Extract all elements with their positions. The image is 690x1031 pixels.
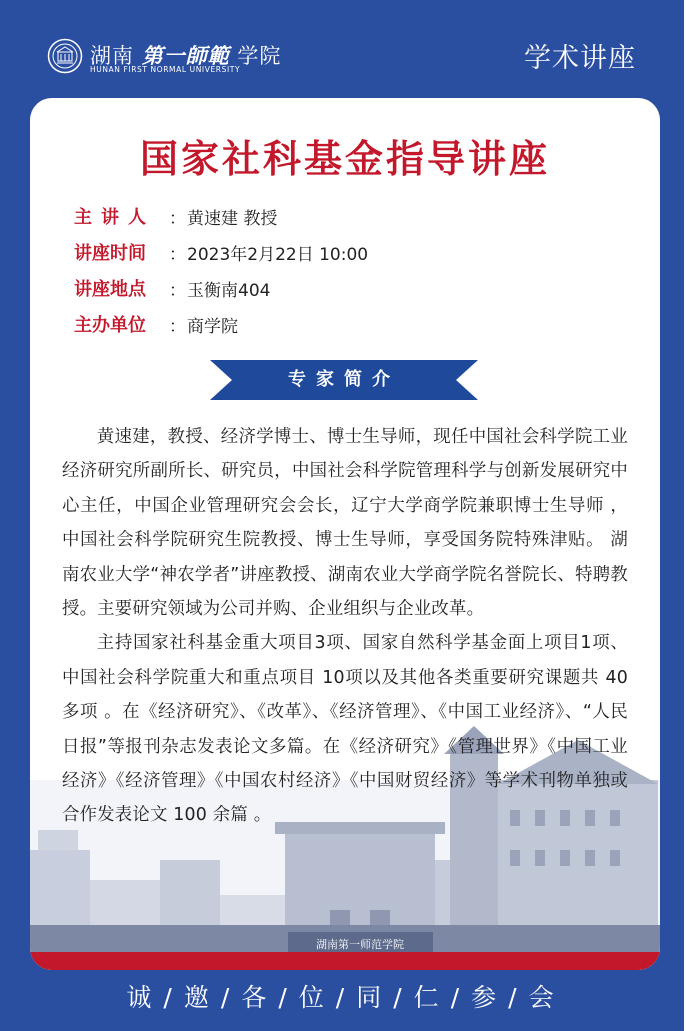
card-red-bottom-bar <box>30 952 660 970</box>
footer-separator: / <box>278 983 291 1012</box>
info-row-organizer <box>74 306 368 342</box>
info-colon: ： <box>169 208 186 229</box>
bio-paragraph: 主持国家社科基金重大项目3项、国家自然科学基金面上项目1项、中国社会科学院重大和重点项目 10项以及其他各类重要研究课题共 40 多项 。在《经济研究》、《改革》、《经济管理》、《中国工业经济》、“人民日报”等报刊杂志发表论文多篇。在《经济研究》《管理世界》《中国工业经济》《经济管理》《中国农村经济》《中国财贸经济》等学术刊物单独或合作发表论文 100 余篇 。 <box>62 633 628 826</box>
info-row-time <box>74 234 368 270</box>
logo-name-right: 学院 <box>237 44 282 68</box>
footer-separator: / <box>393 983 406 1012</box>
footer-char: 仁 <box>413 983 443 1012</box>
header <box>0 0 684 100</box>
footer-char: 位 <box>298 983 328 1012</box>
info-label: 讲座时间 <box>74 243 146 264</box>
info-value: 玉衡南404 <box>187 280 271 301</box>
footer-char: 同 <box>356 983 386 1012</box>
footer-char: 会 <box>528 983 558 1012</box>
lecture-info <box>74 198 368 342</box>
university-logo-subtitle: HUNAN FIRST NORMAL UNIVERSITY <box>90 65 241 74</box>
info-row-location <box>74 270 368 306</box>
footer-invitation <box>0 978 684 1014</box>
info-value: 2023年2月22日 10:00 <box>187 244 369 265</box>
section-title: 专家简介 <box>288 369 400 390</box>
info-colon: ： <box>169 316 186 337</box>
info-value: 商学院 <box>187 316 238 337</box>
footer-separator: / <box>450 983 464 1012</box>
building-sign-text: 湖南第一师范学院 <box>316 938 404 951</box>
footer-separator: / <box>335 983 349 1012</box>
info-label: 讲座地点 <box>74 279 146 300</box>
info-row-speaker <box>74 198 368 234</box>
bio-paragraph: 黄速建，教授、经济学博士、博士生导师，现任中国社会科学院工业经济研究所副所长、研究员，中国社会科学院管理科学与创新发展研究中心主任，中国企业管理研究会会长，辽宁大学商学院兼职博士生导师 ，中国社会科学院研究生院教授、博士生导师，享受国务院特殊津贴。 湖南农业大学“神农学者”讲座教授、湖南农业大学商学院名誉院长、特聘教授。主要研究领域为公司并购、企业组织与企业改革。 <box>62 427 628 620</box>
right-edge-strip <box>684 0 690 1031</box>
category-title: 学术讲座 <box>524 43 636 74</box>
footer-separator: / <box>220 983 234 1012</box>
footer-separator: / <box>508 983 521 1012</box>
logo-name-left: 湖南 <box>90 44 134 68</box>
footer-char: 诚 <box>126 983 156 1012</box>
speaker-bio <box>62 420 628 833</box>
info-colon: ： <box>169 280 186 301</box>
footer-char: 邀 <box>183 983 213 1012</box>
footer <box>0 972 684 1022</box>
info-colon: ： <box>169 244 186 265</box>
info-value: 黄速建 教授 <box>187 208 278 229</box>
info-label: 主办单位 <box>74 315 146 336</box>
section-banner <box>210 360 478 400</box>
university-seal-icon <box>47 38 83 74</box>
footer-separator: / <box>163 983 176 1012</box>
footer-char: 各 <box>241 983 271 1012</box>
footer-char: 参 <box>471 983 501 1012</box>
info-label: 主讲人 <box>74 207 155 228</box>
poster-card <box>30 98 660 970</box>
logo-name-calligraphy: 第一師範 <box>141 43 230 68</box>
lecture-title: 国家社科基金指导讲座 <box>139 137 550 181</box>
